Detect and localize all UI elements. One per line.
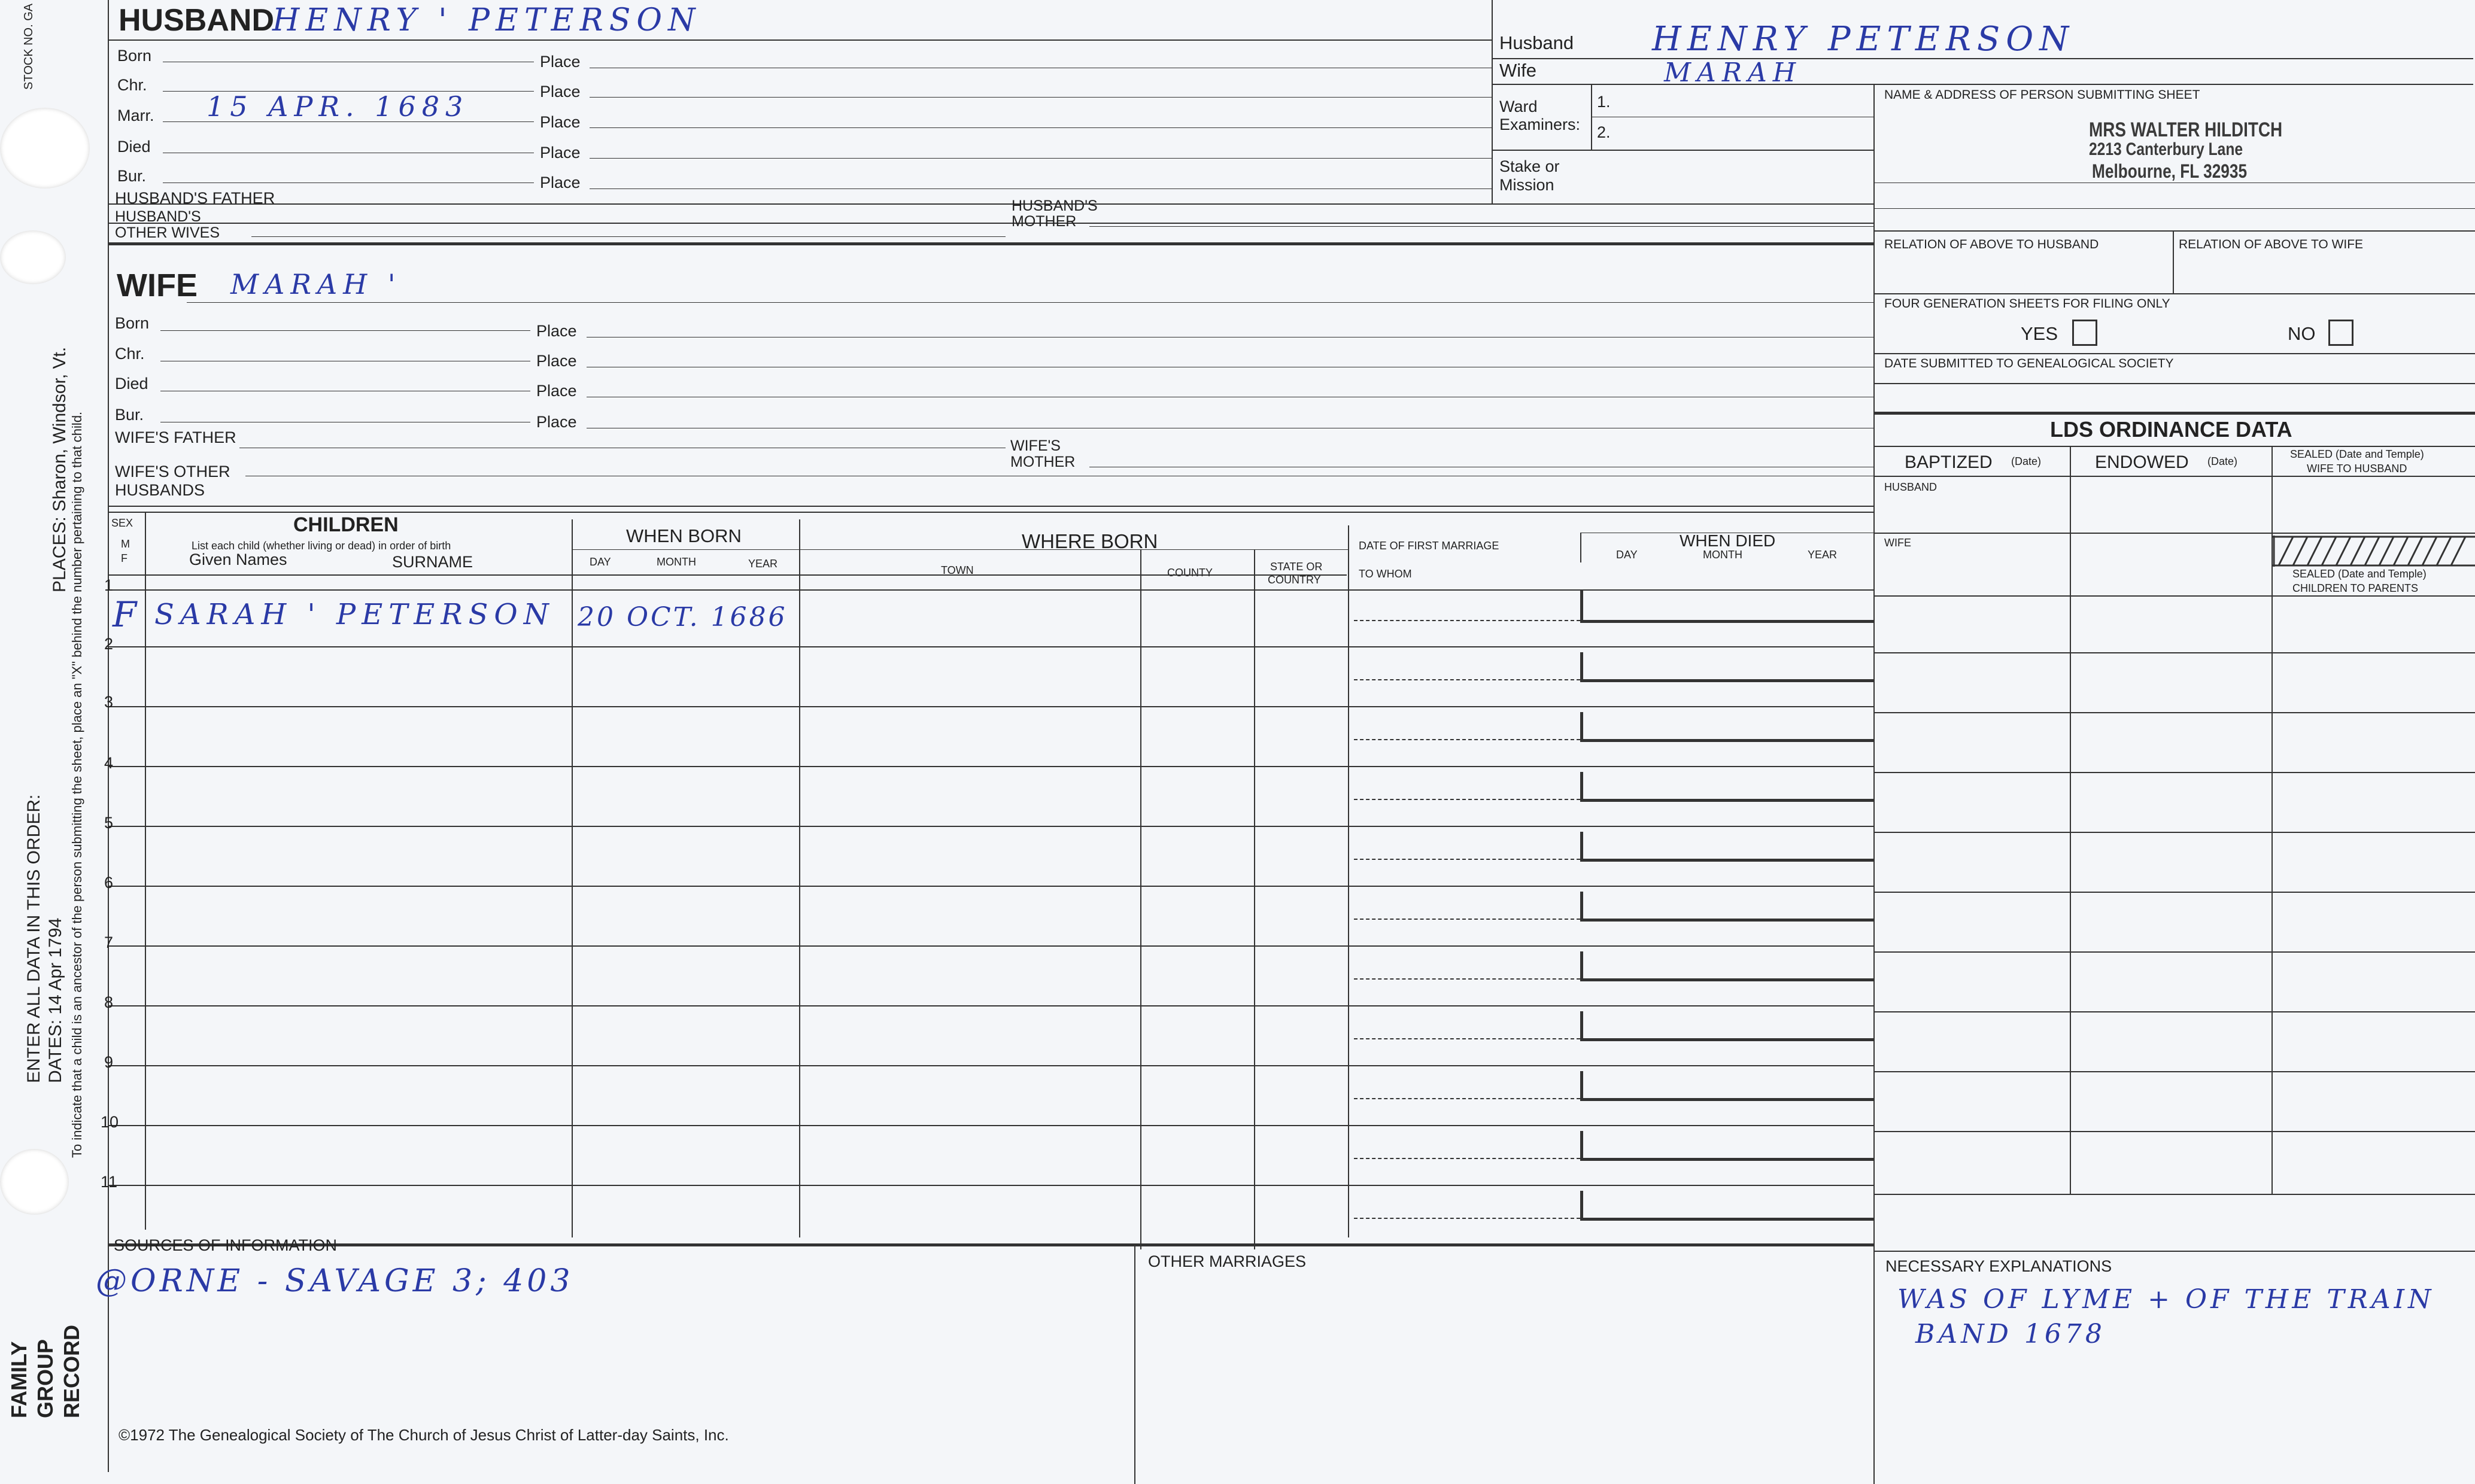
children-header: CHILDREN xyxy=(293,513,399,536)
died-year-header: YEAR xyxy=(1808,549,1838,561)
husband-marr-place-label: Place xyxy=(540,113,581,131)
wife-died-place-label: Place xyxy=(536,382,577,400)
sex-m-header: M xyxy=(121,538,130,550)
child-row-number-9: 9 xyxy=(104,1053,114,1071)
surname-header: SURNAME xyxy=(392,553,473,571)
child-row-number-6: 6 xyxy=(104,874,114,892)
explanation-handwritten-2: BAND 1678 xyxy=(1915,1319,2106,1349)
lds-ordinance-title: LDS ORDINANCE DATA xyxy=(2050,417,2292,442)
child-1-name-handwritten: SARAH ' PETERSON xyxy=(154,598,555,631)
husband-bur-place-label: Place xyxy=(540,174,581,191)
died-day-header: DAY xyxy=(1616,549,1638,561)
form-title-family: FAMILY xyxy=(7,1341,31,1418)
first-marriage-header: DATE OF FIRST MARRIAGE xyxy=(1359,540,1499,552)
ward-label-1: Ward xyxy=(1499,98,1538,115)
header-wife-label: Wife xyxy=(1499,60,1536,81)
lds-baptized-date-label: (Date) xyxy=(2011,455,2042,467)
lds-sealed-wife-label-2: WIFE TO HUSBAND xyxy=(2307,463,2407,475)
four-generation-no-label: NO xyxy=(2288,323,2316,344)
lds-endowed-header: ENDOWED xyxy=(2095,452,2189,472)
wife-chr-label: Chr. xyxy=(115,345,145,363)
stake-label-2: Mission xyxy=(1499,176,1554,194)
lds-endowed-date-label: (Date) xyxy=(2207,455,2238,467)
lds-sealed-children-label-2: CHILDREN TO PARENTS xyxy=(2292,582,2419,594)
relation-to-wife-label: RELATION OF ABOVE TO WIFE xyxy=(2179,238,2364,251)
header-wife-handwritten: MARAH xyxy=(1664,57,1802,88)
wife-father-label: WIFE'S FATHER xyxy=(115,428,236,446)
wife-chr-place-label: Place xyxy=(536,352,577,370)
child-row-number-1: 1 xyxy=(104,576,114,594)
husband-died-label: Died xyxy=(117,138,151,156)
stock-number: STOCK NO. GA xyxy=(22,3,35,90)
ward-examiner-2: 2. xyxy=(1597,123,1611,141)
born-day-header: DAY xyxy=(590,556,611,568)
county-header: COUNTY xyxy=(1167,567,1213,579)
lds-baptized-header: BAPTIZED xyxy=(1905,452,1993,472)
enter-order-instruction: ENTER ALL DATA IN THIS ORDER: xyxy=(24,794,44,1083)
child-1-sex-handwritten: F xyxy=(113,594,143,635)
other-marriages-label: OTHER MARRIAGES xyxy=(1148,1252,1307,1270)
wife-name-handwritten: MARAH ' xyxy=(230,268,402,300)
child-row-number-4: 4 xyxy=(104,754,114,772)
four-generation-label: FOUR GENERATION SHEETS FOR FILING ONLY xyxy=(1884,297,2170,311)
sex-f-header: F xyxy=(121,552,127,564)
child-row-number-7: 7 xyxy=(104,933,114,951)
punch-hole-bottom xyxy=(0,1149,69,1215)
when-born-header: WHEN BORN xyxy=(626,525,742,546)
given-names-header: Given Names xyxy=(189,551,287,568)
husband-born-label: Born xyxy=(117,47,152,65)
date-submitted-label: DATE SUBMITTED TO GENEALOGICAL SOCIETY xyxy=(1884,357,2174,370)
submitter-stamp-city: Melbourne, FL 32935 xyxy=(2092,160,2248,182)
husband-other-wives-label-1: HUSBAND'S xyxy=(115,208,201,225)
husband-father-label: HUSBAND'S FATHER xyxy=(115,189,275,207)
wife-other-husbands-label-1: WIFE'S OTHER xyxy=(115,463,230,481)
child-row-number-10: 10 xyxy=(101,1113,119,1131)
children-instruction: List each child (whether living or dead) in order of birth xyxy=(192,540,451,552)
ancestor-instruction: To indicate that a child is an ancestor of the person submitting the sheet, place an "X" behind the number pertaining to that child. xyxy=(69,411,84,1158)
husband-died-place-label: Place xyxy=(540,144,581,162)
lds-hatched-box xyxy=(2273,536,2475,567)
wife-other-husbands-label-2: HUSBANDS xyxy=(115,481,205,499)
four-generation-yes-label: YES xyxy=(2021,323,2058,344)
wife-mother-label-2: MOTHER xyxy=(1010,454,1076,470)
wife-mother-label-1: WIFE'S xyxy=(1010,437,1061,454)
town-header: TOWN xyxy=(941,564,974,576)
husband-other-wives-label-2: OTHER WIVES xyxy=(115,224,220,241)
sources-label: SOURCES OF INFORMATION xyxy=(114,1236,338,1254)
lds-husband-label: HUSBAND xyxy=(1884,481,1938,493)
husband-chr-place-label: Place xyxy=(540,83,581,101)
where-born-header: WHERE BORN xyxy=(1022,530,1158,552)
necessary-explanations-label: NECESSARY EXPLANATIONS xyxy=(1885,1257,2112,1275)
form-title-record: RECORD xyxy=(59,1324,84,1418)
wife-born-place-label: Place xyxy=(536,322,577,340)
when-died-header: WHEN DIED xyxy=(1680,531,1776,550)
wife-died-label: Died xyxy=(115,375,148,393)
places-example: PLACES: Sharon, Windsor, Vt. xyxy=(50,346,69,592)
child-row-number-3: 3 xyxy=(104,693,114,711)
submitter-label: NAME & ADDRESS OF PERSON SUBMITTING SHEET xyxy=(1884,88,2200,102)
punch-hole-top xyxy=(0,108,90,188)
header-husband-label: Husband xyxy=(1499,32,1574,53)
sources-handwritten: @ORNE - SAVAGE 3; 403 xyxy=(96,1263,574,1299)
dates-example: DATES: 14 Apr 1794 xyxy=(45,917,65,1083)
husband-bur-label: Bur. xyxy=(117,167,147,185)
four-generation-yes-checkbox[interactable] xyxy=(2072,320,2097,346)
four-generation-no-checkbox[interactable] xyxy=(2328,320,2353,346)
child-row-number-8: 8 xyxy=(104,993,114,1011)
lds-sealed-wife-label-1: SEALED (Date and Temple) xyxy=(2290,448,2424,460)
stake-label-1: Stake or xyxy=(1499,157,1560,175)
ward-examiner-1: 1. xyxy=(1597,93,1611,111)
state-country-header-2: COUNTRY xyxy=(1268,574,1321,586)
header-husband-handwritten: HENRY PETERSON xyxy=(1652,20,2075,59)
punch-hole-middle xyxy=(0,230,66,284)
husband-marr-label: Marr. xyxy=(117,107,154,124)
born-year-header: YEAR xyxy=(748,558,778,570)
child-1-born-handwritten: 20 OCT. 1686 xyxy=(578,602,788,632)
lds-sealed-children-label-1: SEALED (Date and Temple) xyxy=(2292,568,2427,580)
form-title-group: GROUP xyxy=(33,1339,57,1418)
born-month-header: MONTH xyxy=(657,556,696,568)
wife-born-label: Born xyxy=(115,314,150,332)
husband-name-handwritten: HENRY ' PETERSON xyxy=(272,2,701,38)
died-month-header: MONTH xyxy=(1703,549,1742,561)
explanation-handwritten-1: WAS OF LYME + OF THE TRAIN xyxy=(1897,1284,2435,1315)
relation-to-husband-label: RELATION OF ABOVE TO HUSBAND xyxy=(1884,238,2099,251)
child-row-number-11: 11 xyxy=(101,1173,118,1191)
husband-marriage-date-handwritten: 15 APR. 1683 xyxy=(206,90,469,123)
ward-label-2: Examiners: xyxy=(1499,115,1581,133)
husband-mother-label-1: HUSBAND'S xyxy=(1012,197,1098,214)
copyright-notice: ©1972 The Genealogical Society of The Church of Jesus Christ of Latter-day Saints, Inc. xyxy=(119,1426,729,1444)
child-row-number-2: 2 xyxy=(104,635,114,653)
submitter-stamp-street: 2213 Canterbury Lane xyxy=(2089,139,2243,159)
husband-born-place-label: Place xyxy=(540,53,581,71)
wife-title: WIFE xyxy=(117,267,198,303)
to-whom-header: TO WHOM xyxy=(1359,568,1412,580)
husband-title: HUSBAND xyxy=(119,3,274,38)
lds-wife-label: WIFE xyxy=(1884,537,1911,549)
child-row-number-5: 5 xyxy=(104,814,114,832)
wife-bur-label: Bur. xyxy=(115,406,144,424)
wife-bur-place-label: Place xyxy=(536,413,577,431)
husband-mother-label-2: MOTHER xyxy=(1012,213,1077,230)
husband-chr-label: Chr. xyxy=(117,76,147,94)
state-country-header-1: STATE OR xyxy=(1270,561,1323,573)
submitter-stamp-name: MRS WALTER HILDITCH xyxy=(2089,118,2283,141)
sex-header: SEX xyxy=(111,517,133,529)
